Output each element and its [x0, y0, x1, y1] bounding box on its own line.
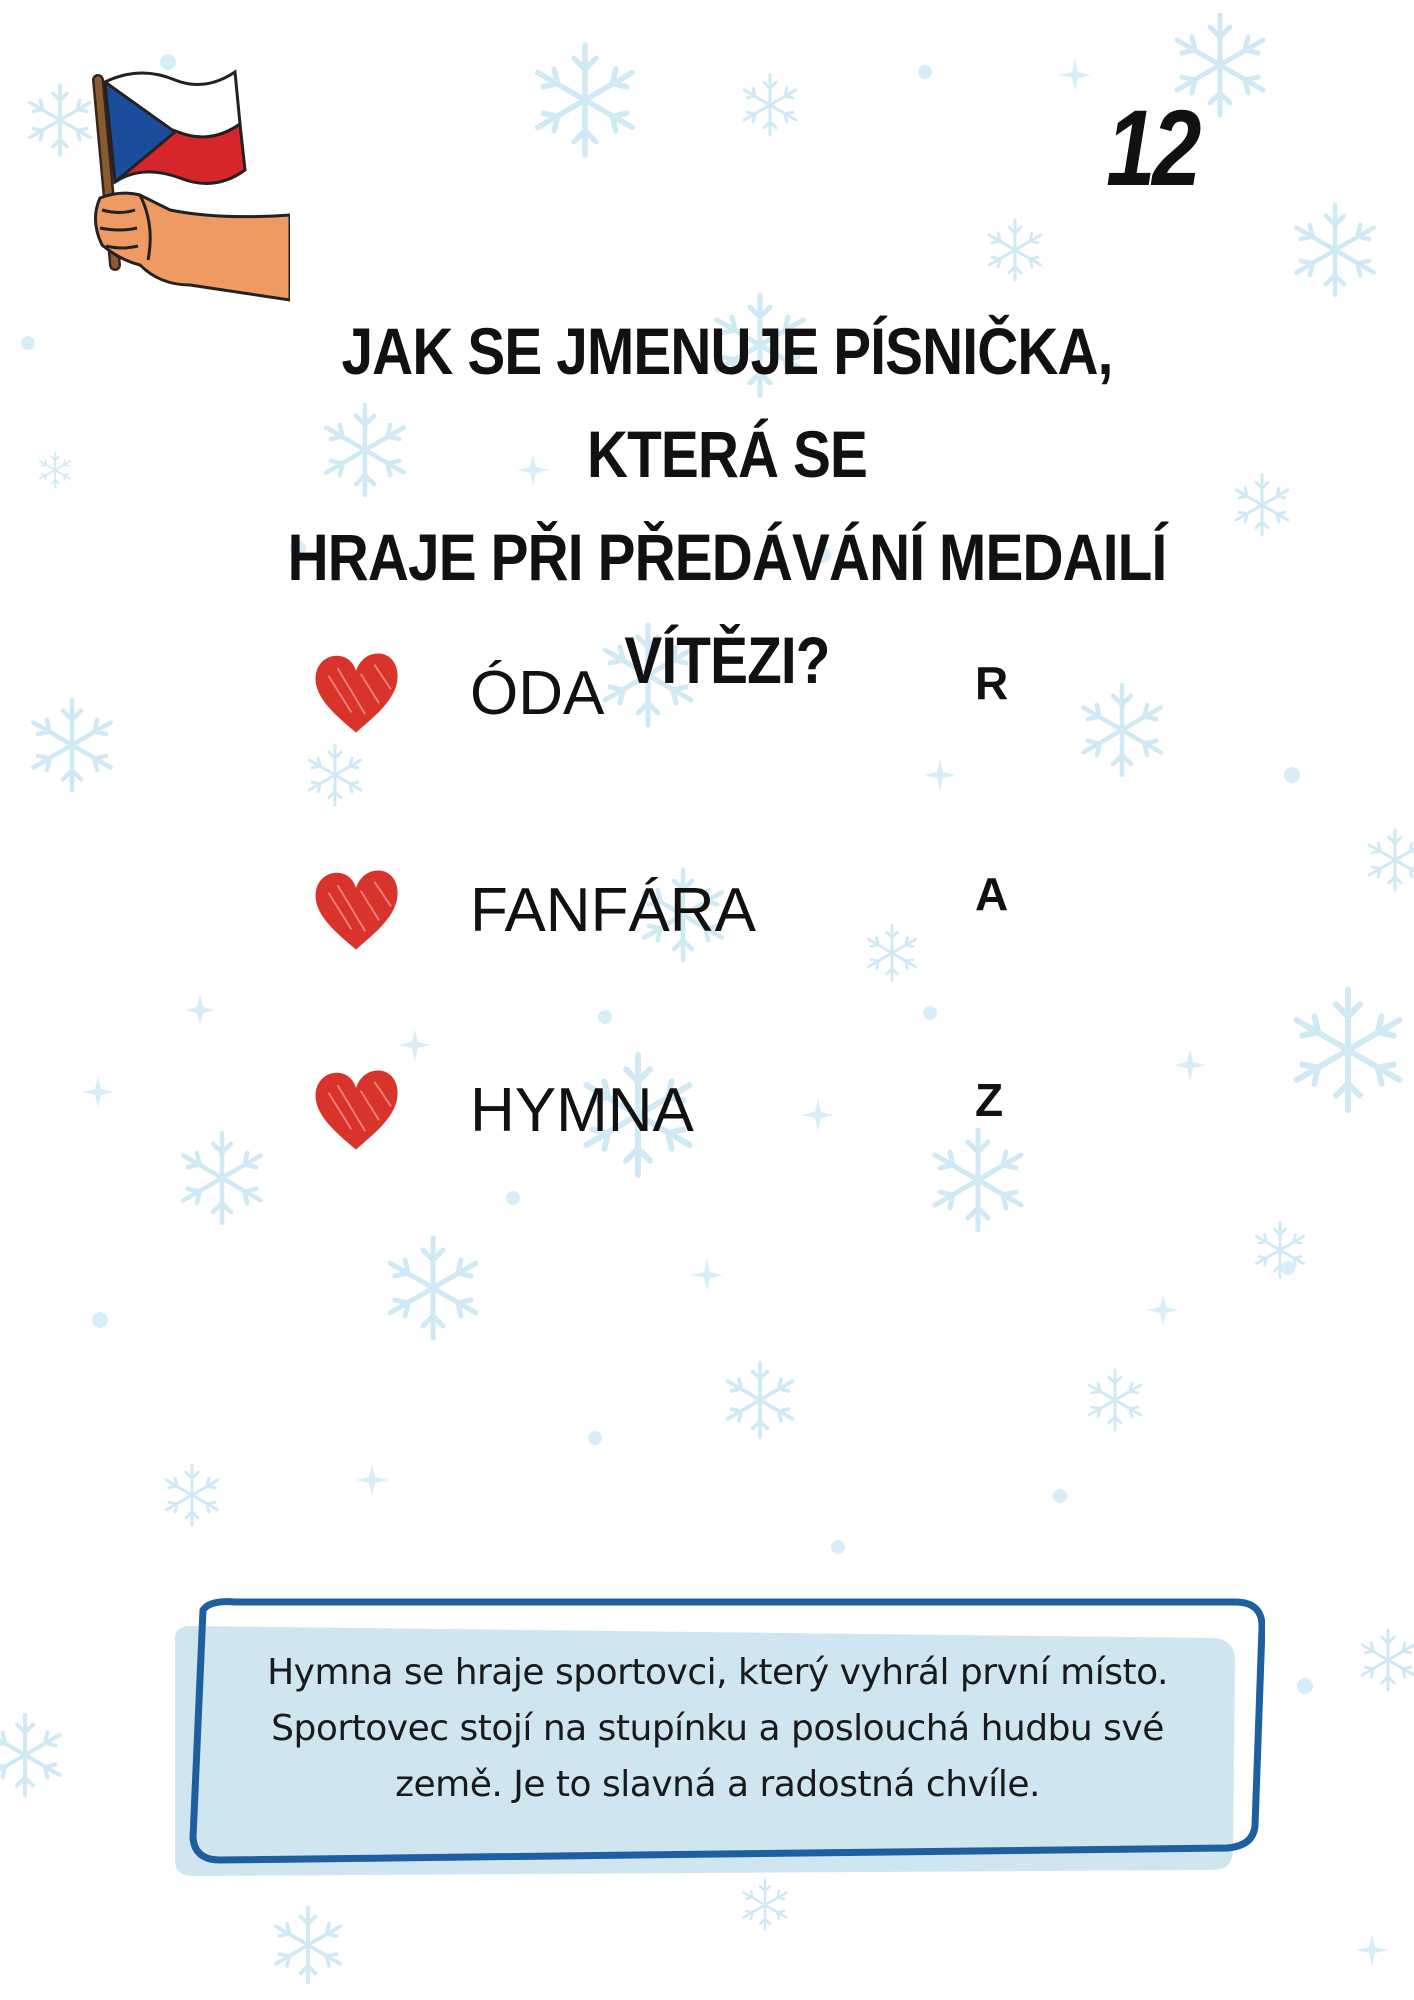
answer-option[interactable] — [310, 865, 1030, 975]
heart-icon — [310, 1065, 402, 1157]
info-line: země. Je to slavná a radostná chvíle. — [395, 1764, 1040, 1805]
answer-code: Z — [975, 1074, 1004, 1126]
page-number: 12 — [1106, 87, 1198, 208]
question-line: JAK SE JMENUJE PÍSNIČKA, KTERÁ SE — [341, 314, 1113, 491]
answer-code: A — [975, 868, 1009, 920]
answer-label: FANFÁRA — [470, 876, 756, 945]
czech-flag-in-hand-icon — [80, 60, 290, 310]
info-line: Sportovec stojí na stupínku a poslouchá hudbu své — [271, 1708, 1164, 1749]
answer-label: HYMNA — [470, 1076, 694, 1145]
question-line: HRAJE PŘI PŘEDÁVÁNÍ MEDAILÍ VÍTĚZI? — [287, 520, 1167, 697]
answer-option[interactable] — [310, 648, 1030, 758]
info-line: Hymna se hraje sportovci, který vyhrál první místo. — [267, 1652, 1168, 1693]
answer-code: R — [975, 657, 1009, 709]
heart-icon — [310, 648, 402, 740]
answer-label: ÓDA — [470, 659, 605, 728]
answer-option[interactable] — [310, 1065, 1030, 1175]
heart-icon — [310, 865, 402, 957]
info-text — [225, 1645, 1210, 1813]
